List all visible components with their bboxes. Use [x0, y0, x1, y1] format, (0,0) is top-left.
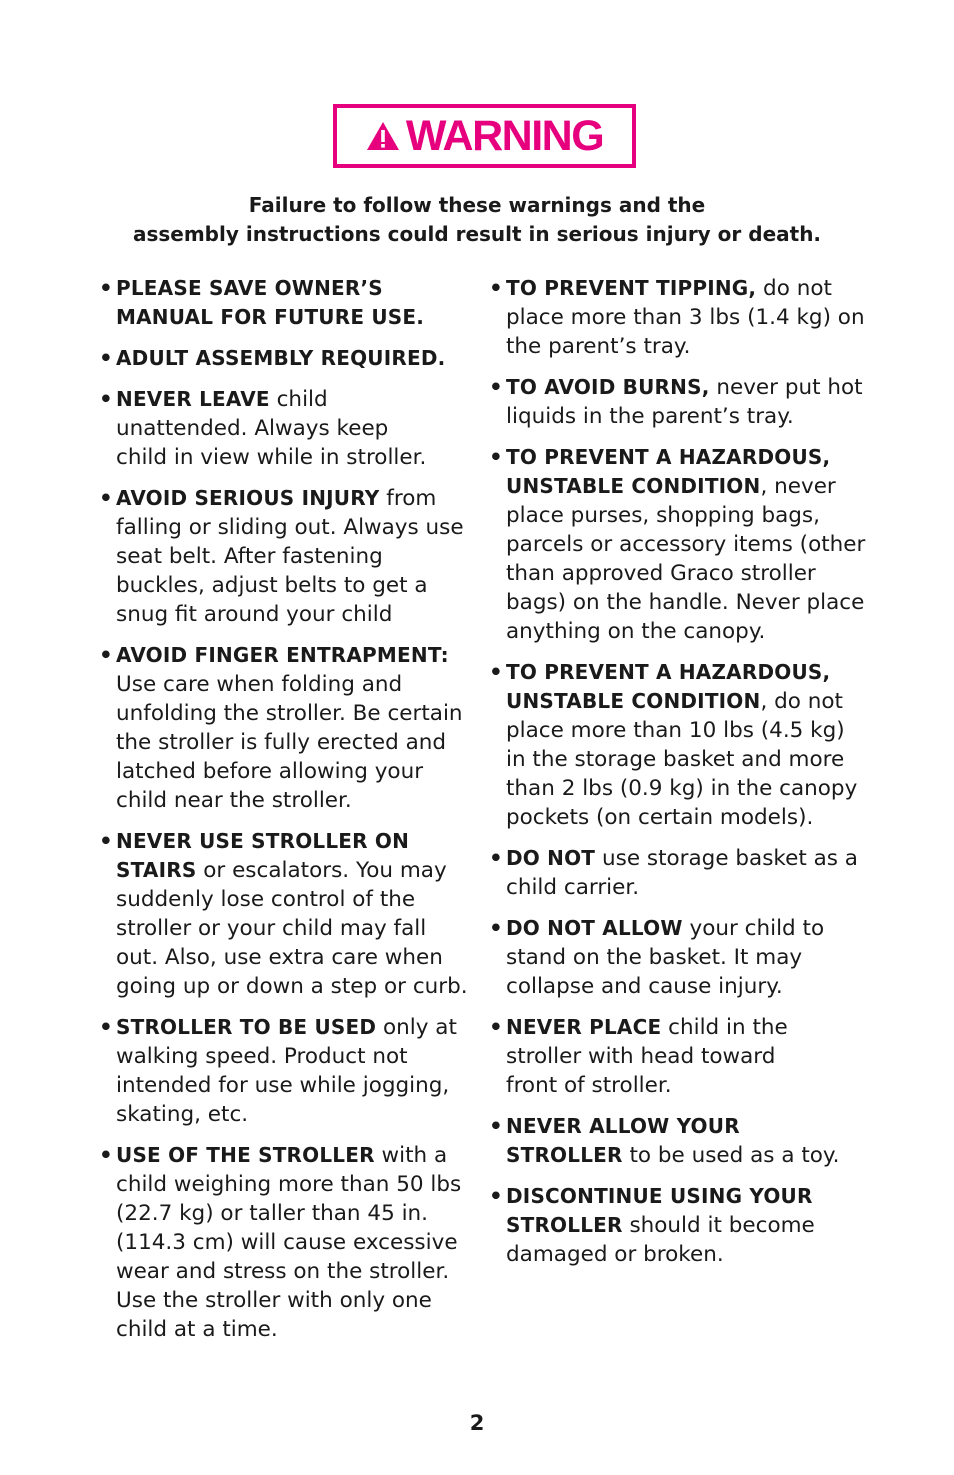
- intro-line-1: Failure to follow these warnings and the: [248, 193, 706, 217]
- warning-item: [489, 373, 869, 431]
- warning-item: [489, 1013, 826, 1100]
- warning-item-text: with a child weighing more than 50 lbs (22.7 kg) or taller than 45 in. (114.3 cm) will cause excessive wear and stress on the stroller. Use the stroller with only one child at a time.: [116, 1143, 462, 1342]
- warning-item-bold: STROLLER TO BE USED: [116, 1015, 377, 1039]
- warning-item-bold: TO AVOID BURNS,: [506, 375, 710, 399]
- warning-item: [489, 1182, 866, 1269]
- warning-item: [99, 827, 474, 1001]
- warning-item-text: from falling or sliding out. Always use seat belt. After fastening buckles, adjust belts to get a snug fit around your child: [116, 486, 464, 627]
- warning-item-text: never put hot liquids in the parent’s tray.: [506, 375, 863, 429]
- warning-item-text: child in the stroller with head toward front of stroller.: [506, 1015, 788, 1098]
- warning-item: [489, 658, 869, 832]
- warning-item: [99, 274, 446, 332]
- warning-item-bold: TO PREVENT A HAZARDOUS, UNSTABLE CONDITION: [506, 445, 831, 498]
- intro-line-2: assembly instructions could result in serious injury or death.: [132, 222, 822, 246]
- warning-item: [99, 641, 474, 815]
- warning-item: [489, 274, 869, 361]
- warning-item-bold: NEVER ALLOW YOUR STROLLER: [506, 1114, 740, 1167]
- warning-item-text: only at walking speed. Product not intended for use while jogging, skating, etc.: [116, 1015, 457, 1127]
- warning-item-bold: AVOID FINGER ENTRAPMENT:: [116, 643, 449, 667]
- page-number: 2: [469, 1411, 485, 1435]
- warning-item-bold: DO NOT ALLOW: [506, 916, 683, 940]
- warning-item-bold: DO NOT: [506, 846, 596, 870]
- warning-banner: [333, 104, 636, 168]
- warning-item: [99, 484, 474, 629]
- warning-item: [99, 1141, 474, 1344]
- warning-item: [489, 1112, 846, 1170]
- warning-item-text: child unattended. Always keep child in view while in stroller.: [116, 387, 427, 470]
- warning-item: [489, 914, 856, 1001]
- warning-item-text: your child to stand on the basket. It may collapse and cause injury.: [506, 916, 825, 999]
- warning-item-text: do not place more than 3 lbs (1.4 kg) on the parent’s tray.: [506, 276, 865, 359]
- warning-item-text: should it become damaged or broken.: [506, 1213, 815, 1267]
- warning-item-bold: TO PREVENT A HAZARDOUS, UNSTABLE CONDITION: [506, 660, 831, 713]
- warning-item-text: Use care when folding and unfolding the stroller. Be certain the stroller is fully erected and latched before allowing your child near the stroller.: [116, 672, 463, 813]
- intro-statement: [60, 191, 894, 249]
- warning-item: [99, 344, 474, 373]
- warning-item: [489, 443, 869, 646]
- warning-item-text: or escalators. You may suddenly lose control of the stroller or your child may fall out. Also, use extra care when going up or down a step or curb.: [116, 858, 468, 999]
- warning-title: WARNING: [405, 111, 604, 160]
- warning-item-bold: NEVER LEAVE: [116, 387, 270, 411]
- warning-item-text: , do not place more than 10 lbs (4.5 kg) in the storage basket and more than 2 lbs (0.9 kg) in the canopy pockets (on certain models).: [506, 689, 858, 830]
- warning-item: [99, 385, 446, 472]
- warning-item-bold: DISCONTINUE USING YOUR STROLLER: [506, 1184, 813, 1237]
- warning-item-text: use storage basket as a child carrier.: [506, 846, 858, 900]
- right-warning-column: [489, 274, 869, 1281]
- left-warning-column: [99, 274, 474, 1356]
- warning-item-bold: NEVER USE STROLLER ON STAIRS: [116, 829, 410, 882]
- warning-item: [489, 844, 869, 902]
- warning-item-text: to be used as a toy.: [622, 1143, 840, 1168]
- warning-item-bold: TO PREVENT TIPPING,: [506, 276, 757, 300]
- warning-item-bold: AVOID SERIOUS INJURY: [116, 486, 380, 510]
- warning-item-bold: USE OF THE STROLLER: [116, 1143, 375, 1167]
- warning-item-text: , never place purses, shopping bags, parcels or accessory items (other than approved Graco stroller bags) on the handle. Never place anything on the canopy.: [506, 474, 866, 644]
- warning-triangle-icon: [366, 121, 400, 151]
- warning-item-bold: ADULT ASSEMBLY REQUIRED.: [116, 346, 446, 370]
- warning-item: [99, 1013, 474, 1129]
- warning-item-bold: PLEASE SAVE OWNER’S MANUAL FOR FUTURE USE.: [116, 276, 425, 329]
- warning-item-bold: NEVER PLACE: [506, 1015, 662, 1039]
